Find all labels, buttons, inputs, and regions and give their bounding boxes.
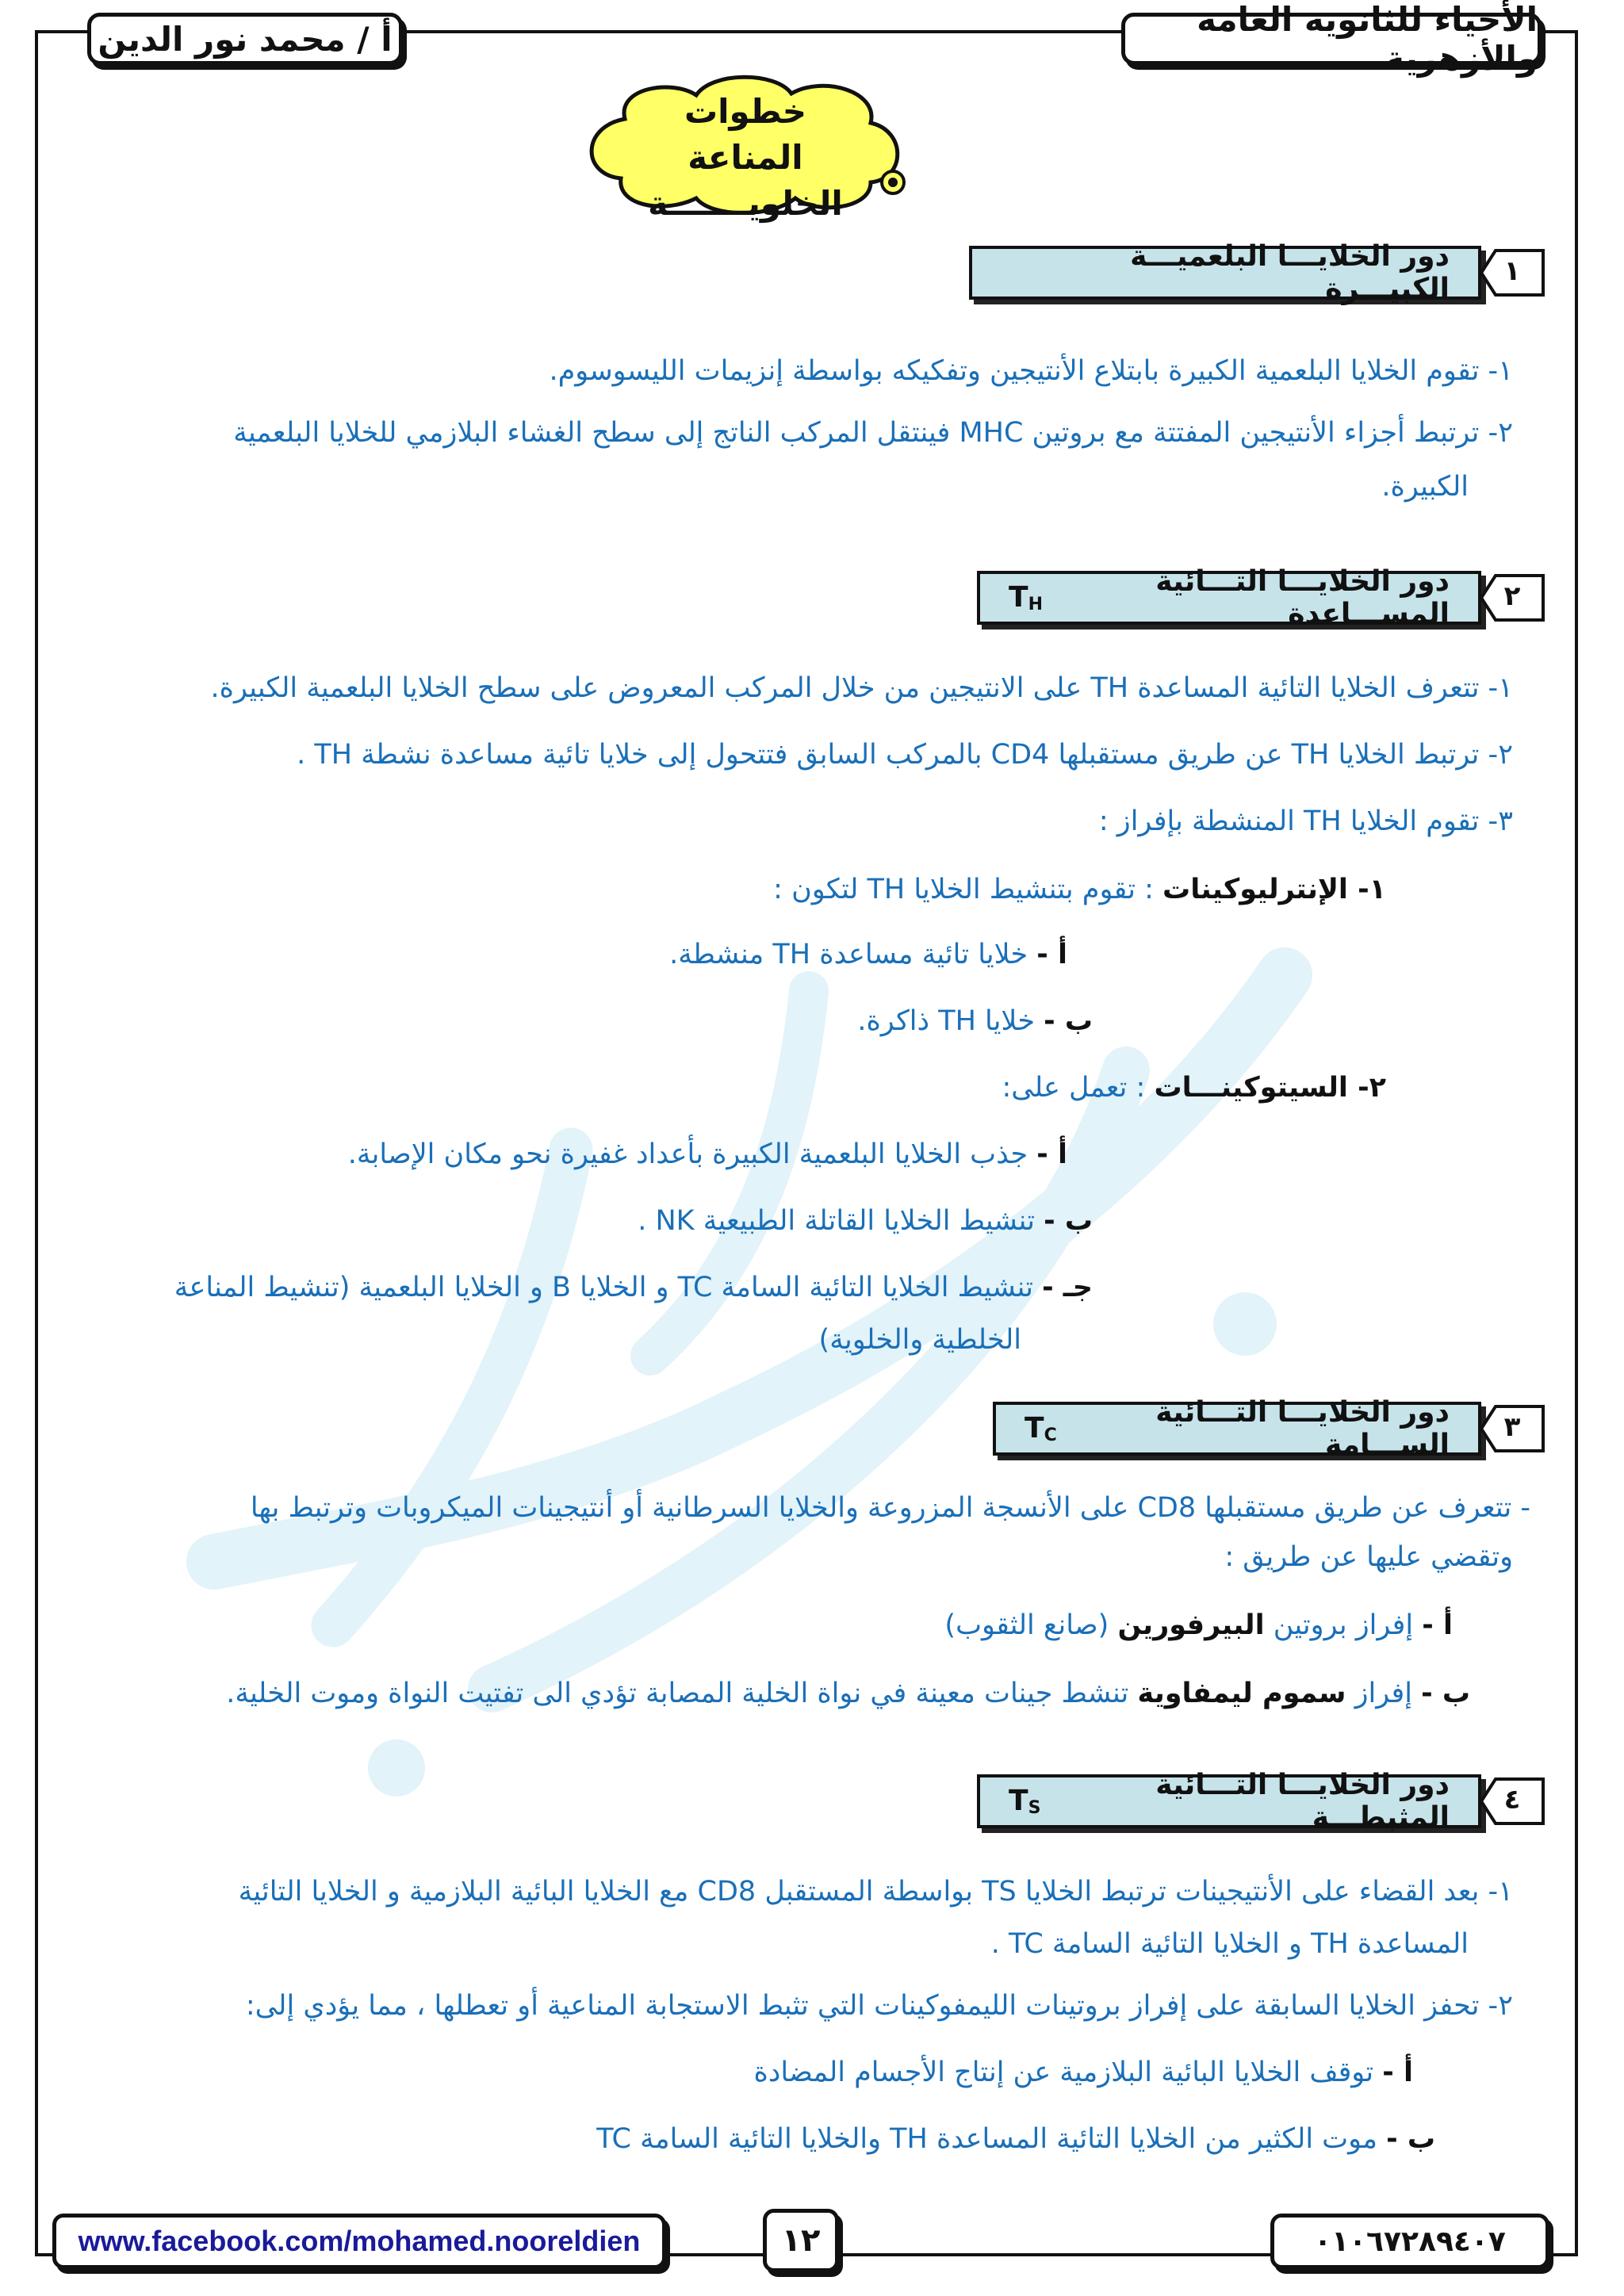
section-4-number: ٤ — [1503, 1784, 1521, 1816]
section-2-number-badge — [1478, 572, 1546, 623]
subject-header — [1121, 0, 1542, 78]
section-2-line-1: ١- تتعرف الخلايا التائية المساعدة TH على الانتيجين من خلال المركب المعروض على سطح الخلايا البلعمية الكبيرة. — [210, 672, 1513, 704]
watermark-logo — [95, 912, 1443, 1863]
cytokines-line — [197, 1062, 1386, 1113]
page-number: ١٢ — [763, 2209, 839, 2272]
section-3-number: ٣ — [1503, 1411, 1521, 1443]
section-1-line-3: الكبيرة. — [1381, 471, 1469, 503]
section-1-line-2: ٢- ترتبط أجزاء الأنتيجين المفتتة مع بروتين MHC فينتقل المركب الناتج إلى سطح الغشاء البلازمي للخلايا البلعمية — [233, 417, 1513, 449]
section-2-line-2: ٢- ترتبط الخلايا TH عن طريق مستقبلها CD4 بالمركب السابق فتتحول إلى خلايا تائية مساعدة نشطة TH . — [297, 739, 1513, 771]
section-3-line-2: وتقضي عليها عن طريق : — [1224, 1541, 1513, 1573]
cytokines-c-cont: الخلطية والخلوية) — [818, 1324, 1021, 1356]
teacher-name: أ / محمد نور الدين — [98, 19, 393, 59]
subject-title: الأحياء للثانوية العامة والأزهرية — [1197, 0, 1538, 78]
section-4-title: دور الخلايـــا التـــائية المثبطـــة $T_S$ — [977, 1774, 1481, 1828]
section-2-line-3: ٣- تقوم الخلايا TH المنشطة بإفراز : — [1098, 806, 1513, 837]
section-3-b: ب - إفراز سموم ليمفاوية تنشط جينات معينة في نواة الخلية المصابة تؤدي الى تفتيت النواة وموت الخلية. — [226, 1678, 1470, 1709]
interleukins-b: ب - خلايا TH ذاكرة. — [857, 1005, 1093, 1037]
cloud-title: خطوات المناعة الخلويـــــــة — [648, 92, 843, 223]
section-3-a: أ - إفراز بروتين البيرفورين (صانع الثقوب) — [944, 1609, 1453, 1641]
cytokines-label: ٢- السيتوكينـــات — [1154, 1072, 1386, 1104]
interleukins-line — [197, 864, 1386, 915]
section-1-number: ١ — [1503, 255, 1521, 287]
interleukins-label: ١- الإنترليوكينات — [1162, 874, 1386, 905]
section-4-a: أ - توقف الخلايا البائية البلازمية عن إنتاج الأجسام المضادة — [753, 2057, 1413, 2088]
interleukins-a: أ - خلايا تائية مساعدة TH منشطة. — [669, 939, 1067, 970]
section-3-title: دور الخلايـــا التـــائية الســـامة $T_C$ — [993, 1402, 1481, 1456]
section-3-number-badge — [1478, 1403, 1546, 1454]
cytokines-a: أ - جذب الخلايا البلعمية الكبيرة بأعداد غفيرة نحو مكان الإصابة. — [347, 1138, 1067, 1170]
cytokines-c: جـ - تنشيط الخلايا التائية السامة TC و الخلايا B و الخلايا البلعمية (تنشيط المناعة — [174, 1272, 1093, 1303]
section-4-line-1: ١- بعد القضاء على الأنتيجينات ترتبط الخلايا TS بواسطة المستقبل CD8 مع الخلايا البائية البلازمية و الخلايا التائية — [238, 1876, 1513, 1908]
section-4-number-badge — [1478, 1776, 1546, 1827]
section-1-line-1: ١- تقوم الخلايا البلعمية الكبيرة بابتلاع الأنتيجين وتفكيكه بواسطة إنزيمات الليسوسوم. — [549, 355, 1513, 387]
section-4-line-3: ٢- تحفز الخلايا السابقة على إفراز بروتينات الليمفوكينات التي تثبط الاستجابة المناعية أو تعطلها ، مما يؤدي إلى: — [245, 1990, 1513, 2022]
section-4-header — [977, 1769, 1546, 1834]
section-1-title: دور الخلايـــا البلعميـــة الكبيـــرة — [969, 246, 1481, 300]
cytokines-b: ب - تنشيط الخلايا القاتلة الطبيعية NK . — [638, 1205, 1093, 1237]
facebook-link[interactable]: www.facebook.com/mohamed.nooreldien — [52, 2214, 666, 2269]
section-1-header — [969, 240, 1546, 305]
section-2-title: دور الخلايـــا التـــائية المســـاعدة $T_H$ — [977, 571, 1481, 625]
section-2-number: ٢ — [1503, 580, 1521, 612]
section-4-b: ب - موت الكثير من الخلايا التائية المساعدة TH والخلايا التائية السامة TC — [596, 2123, 1435, 2155]
phone-number: ٠١٠٦٧٢٨٩٤٠٧ — [1270, 2214, 1549, 2269]
section-3-header — [993, 1396, 1546, 1461]
interleukins-text: : تقوم بتنشيط الخلايا TH لتكون : — [773, 874, 1154, 905]
section-4-line-2: المساعدة TH و الخلايا التائية السامة TC . — [990, 1928, 1469, 1960]
cytokines-text: : تعمل على: — [1002, 1072, 1146, 1104]
section-2-header — [977, 565, 1546, 630]
teacher-header — [87, 13, 403, 65]
section-1-number-badge — [1478, 247, 1546, 298]
section-3-line-1: - تتعرف عن طريق مستقبلها CD8 على الأنسجة المزروعة والخلايا السرطانية أو أنتيجينات الميكروبات وترتبط بها — [250, 1492, 1530, 1524]
